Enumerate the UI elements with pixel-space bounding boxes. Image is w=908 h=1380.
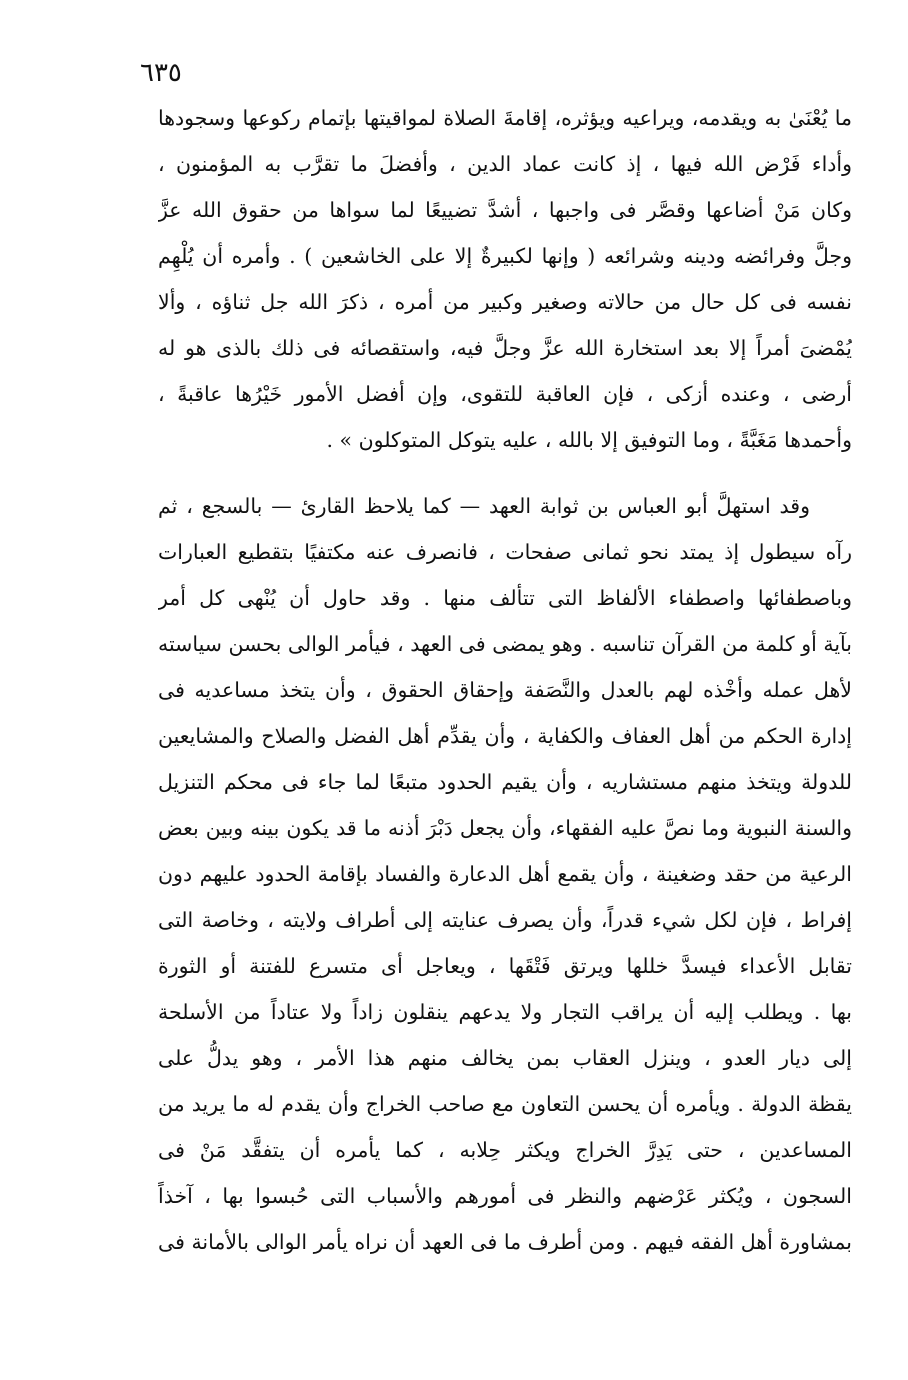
text-line: رآه سيطول إذ يمتد نحو ثمانى صفحات ، فانصرف عنه مكتفيًا بتقطيع العبارات — [158, 540, 852, 564]
text-line: ما يُعْنَىٰ به ويقدمه، ويراعيه ويؤثره، إقامةَ الصلاة لمواقيتها بإتمام ركوعها وسجودها — [158, 106, 852, 130]
text-line: تقابل الأعداء فيسدَّ خللها ويرتق فَتْقَها ، ويعاجل أى متسرع للفتنة أو الثورة — [158, 954, 852, 978]
text-line: وقد استهلَّ أبو العباس بن ثوابة العهد — كما يلاحظ القارئ — بالسجع ، ثم — [158, 494, 810, 518]
text-line: وباصطفائها واصطفاء الألفاظ التى تتألف منها . وقد حاول أن يُنْهى كل أمر — [158, 586, 852, 610]
paragraph-2 — [158, 483, 852, 1265]
text-line: السجون ، ويُكثر عَرْضهم والنظر فى أمورهم والأسباب التى حُبسوا بها ، آخذاً — [158, 1184, 852, 1208]
text-line: يقظة الدولة . ويأمره أن يحسن التعاون مع صاحب الخراج وأن يقدم له ما يريد من — [158, 1092, 852, 1116]
text-line: بها . ويطلب إليه أن يراقب التجار ولا يدعهم ينقلون زاداً ولا عتاداً من الأسلحة — [158, 1000, 852, 1024]
text-line: بمشاورة أهل الفقه فيهم . ومن أطرف ما فى العهد أن نراه يأمر الوالى بالأمانة فى — [158, 1230, 852, 1254]
page-number: ٦٣٥ — [140, 58, 182, 88]
text-line: الرعية من حقد وضغينة ، وأن يقمع أهل الدعارة والفساد بإقامة الحدود عليهم دون — [158, 862, 852, 886]
text-line: لأهل عمله وأخْذه لهم بالعدل والنَّصَفة وإحقاق الحقوق ، وأن يتخذ مساعديه فى — [158, 678, 852, 702]
text-line: نفسه فى كل حال من حالاته وصغير وكبير من أمره ، ذكرَ الله جل ثناؤه ، وألا — [158, 290, 852, 314]
text-line: يُمْضىَ أمراً إلا بعد استخارة الله عزَّ وجلَّ فيه، واستقصائه فى ذلك بالذى هو له — [158, 336, 852, 360]
text-line: أرضى ، وعنده أزكى ، فإن العاقبة للتقوى، وإن أفضل الأمور خَيْرُها عاقبةً ، — [158, 382, 852, 406]
paragraph-1 — [158, 95, 852, 463]
text-line: بآية أو كلمة من القرآن تناسبه . وهو يمضى فى العهد ، فيأمر الوالى بحسن سياسته — [158, 632, 852, 656]
text-line: وأداء فَرْض الله فيها ، إذ كانت عماد الدين ، وأفضلَ ما تقرَّب به المؤمنون ، — [158, 152, 852, 176]
text-line: وكان مَنْ أضاعها وقصَّر فى واجبها ، أشدَّ تضييعًا لما سواها من حقوق الله عزَّ — [158, 198, 852, 222]
text-line: إلى ديار العدو ، وينزل العقاب بمن يخالف منهم هذا الأمر ، وهو يدلُّ على — [158, 1046, 852, 1070]
text-line: والسنة النبوية وما نصَّ عليه الفقهاء، وأن يجعل دَبْرَ أذنه ما قد يكون بينه وبين بعض — [158, 816, 852, 840]
text-line: إفراط ، فإن لكل شيء قدراً، وأن يصرف عنايته إلى أطراف ولايته ، وخاصة التى — [158, 908, 852, 932]
text-line: وجلَّ وفرائضه ودينه وشرائعه ( وإنها لكبيرةٌ إلا على الخاشعين ) . وأمره أن يُلْهِم — [158, 244, 852, 268]
text-line: وأحمدها مَغَبَّةً ، وما التوفيق إلا بالله ، عليه يتوكل المتوكلون » . — [326, 428, 852, 452]
text-line: المساعدين ، حتى يَدِرَّ الخراج ويكثر حِلابه ، كما يأمره أن يتفقَّد مَنْ فى — [158, 1138, 852, 1162]
text-line: للدولة ويتخذ منهم مستشاريه ، وأن يقيم الحدود متبعًا لما جاء فى محكم التنزيل — [158, 770, 852, 794]
text-line: إدارة الحكم من أهل العفاف والكفاية ، وأن يقدِّم أهل الفضل والصلاح والمشايعين — [158, 724, 852, 748]
